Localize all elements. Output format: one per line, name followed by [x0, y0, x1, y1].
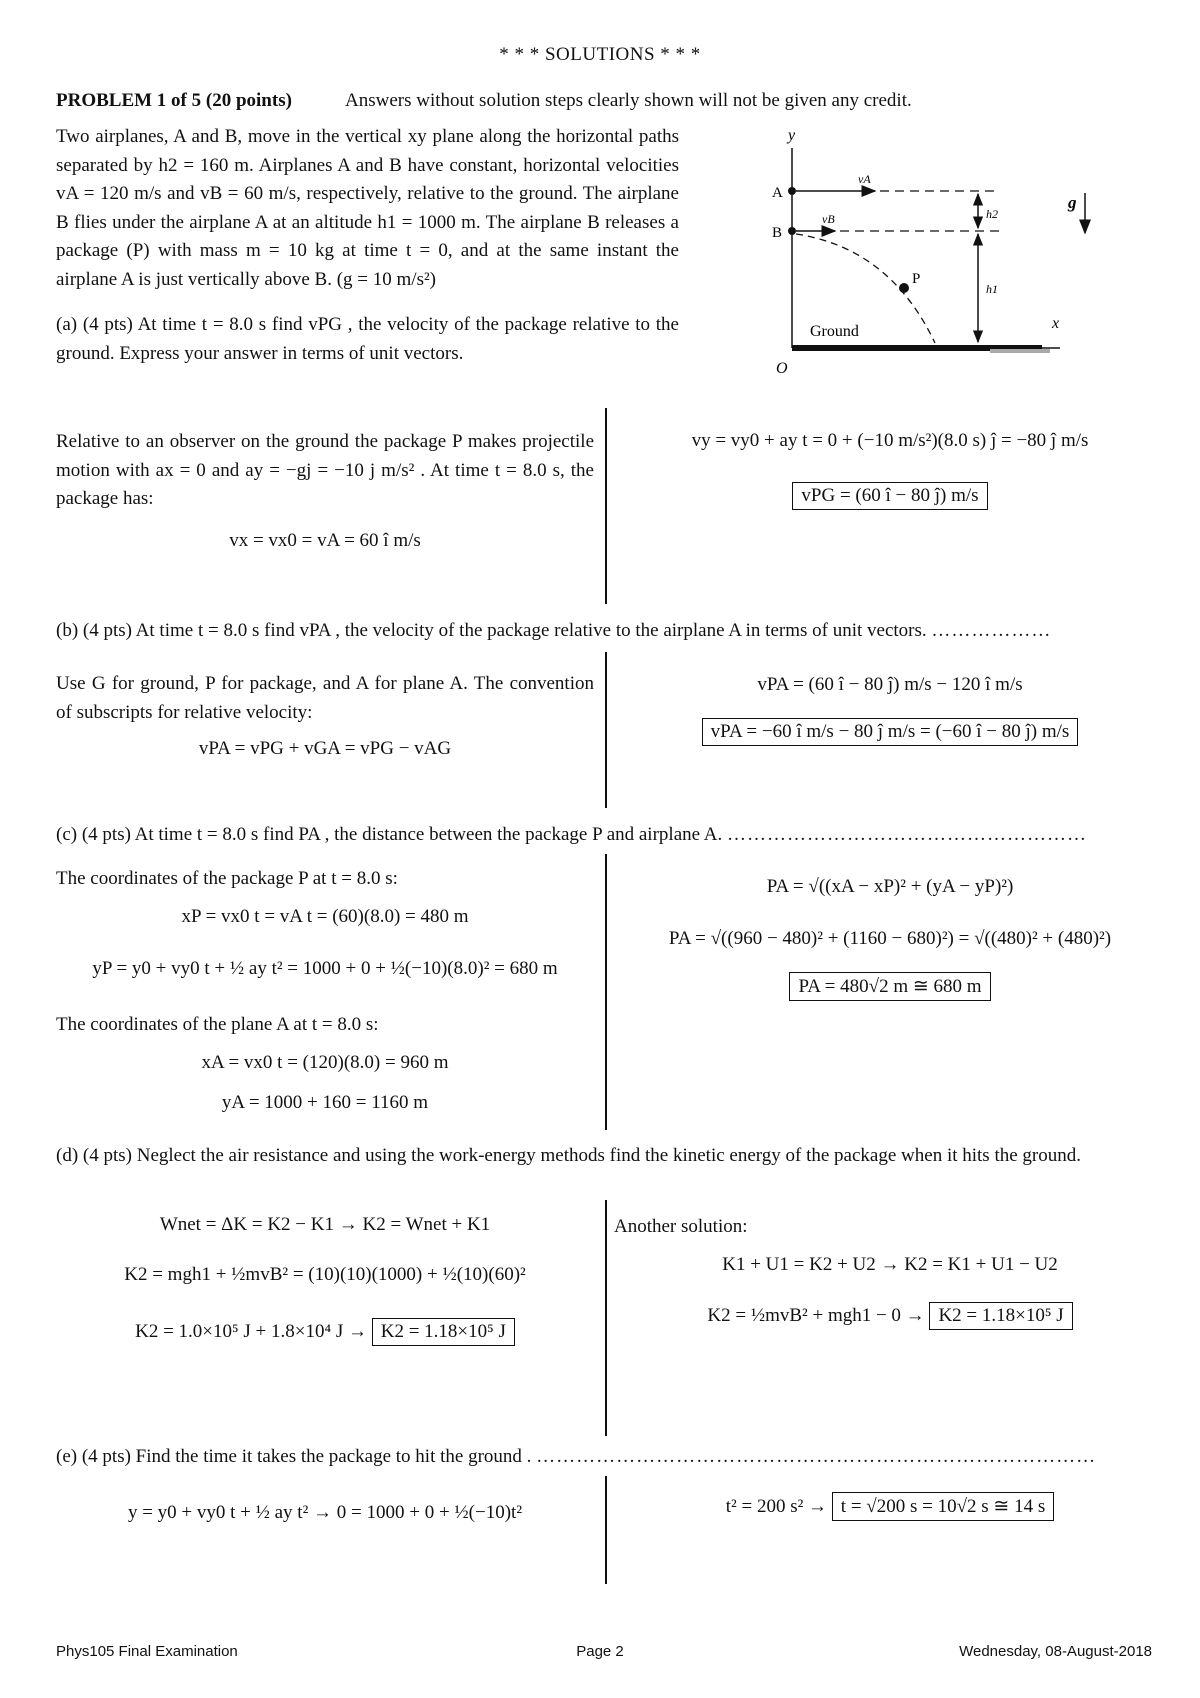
- part-c-eq3: xA = vx0 t = (120)(8.0) = 960 m: [201, 1052, 449, 1073]
- problem-note: Answers without solution steps clearly shown will not be given any credit.: [345, 90, 912, 111]
- divider-e: [605, 1476, 607, 1584]
- part-d-answer1: K2 = 1.18×10⁵ J: [372, 1318, 515, 1346]
- part-a-text: Relative to an observer on the ground the package P makes projectile motion with ax = 0 and ay = −gj = −10 j m/s² . At time t = 8.0 s, the package has:: [56, 431, 594, 509]
- part-c-eq1: xP = vx0 t = vA t = (60)(8.0) = 480 m: [181, 906, 469, 927]
- divider-d: [605, 1200, 607, 1436]
- part-d-eq4: K1 + U1 = K2 + U2 → K2 = K1 + U1 − U2: [722, 1254, 1058, 1275]
- label-h2: h2: [986, 207, 998, 221]
- part-d-answer2: K2 = 1.18×10⁵ J: [929, 1302, 1072, 1330]
- problem-title: PROBLEM 1 of 5 (20 points): [56, 90, 292, 111]
- part-c-eq4: yA = 1000 + 160 = 1160 m: [221, 1092, 429, 1113]
- divider-c: [605, 854, 607, 1130]
- part-b-eq2: vPA = (60 î − 80 ĵ) m/s − 120 î m/s: [757, 674, 1023, 695]
- part-a-answer: vPG = (60 î − 80 ĵ) m/s: [792, 482, 987, 510]
- part-c-eq2: yP = y0 + vy0 t + ½ ay t² = 1000 + 0 + ½(−10)(8.0)² = 680 m: [92, 958, 558, 979]
- part-d-eq5-row: K2 = ½mvB² + mgh1 − 0 → K2 = 1.18×10⁵ J: [630, 1302, 1150, 1330]
- label-a: A: [772, 185, 783, 201]
- label-va: vA: [858, 172, 871, 186]
- footer-left: Phys105 Final Examination: [56, 1643, 238, 1660]
- origin-label: O: [776, 360, 788, 377]
- label-vb: vB: [822, 212, 835, 226]
- part-e-answer: t = √200 s = 10√2 s ≅ 14 s: [832, 1492, 1054, 1521]
- page-header: * * * SOLUTIONS * * *: [499, 44, 701, 65]
- label-g: g: [1068, 193, 1077, 212]
- airplane-diagram: [740, 128, 1110, 378]
- airplane-a-dot: [788, 187, 796, 195]
- part-c-eq5: PA = √((xA − xP)² + (yA − yP)²): [766, 876, 1014, 897]
- package-dot: [899, 283, 909, 293]
- label-p: P: [912, 271, 921, 287]
- part-d-eq2: K2 = mgh1 + ½mvB² = (10)(10)(1000) + ½(10)(60)²: [124, 1264, 526, 1285]
- part-b-text: Use G for ground, P for package, and A for plane A. The convention of subscripts for relative velocity:: [56, 673, 594, 723]
- part-b-answer: vPA = −60 î m/s − 80 ĵ m/s = (−60 î − 80 ĵ) m/s: [702, 718, 1079, 746]
- airplane-b-dot: [788, 227, 796, 235]
- problem-statement: Two airplanes, A and B, move in the vertical xy plane along the horizontal paths separated by h2 = 160 m. Airplanes A and B have constant, horizontal velocities vA = 120 m/s and vB = 60 m/s, respectively, relative to the ground. The airplane B flies under the airplane A at an altitude h1 = 1000 m. The airplane B releases a package (P) with mass m = 10 kg at time t = 0, and at the same instant the airplane A is just vertically above B. (g = 10 m/s²): [56, 126, 679, 290]
- part-d-eq1: Wnet = ΔK = K2 − K1 → K2 = Wnet + K1: [159, 1214, 491, 1235]
- part-c-text1: The coordinates of the package P at t = 8.0 s:: [56, 868, 398, 889]
- part-c-eq6: PA = √((960 − 480)² + (1160 − 680)²) = √((480)² + (480)²): [668, 928, 1112, 949]
- ground-label: Ground: [810, 323, 859, 340]
- part-b-eq1: vPA = vPG + vGA = vPG − vAG: [198, 738, 452, 759]
- y-label: y: [788, 128, 796, 144]
- part-e-eq2-row: t² = 200 s² → t = √200 s = 10√2 s ≅ 14 s: [630, 1492, 1150, 1521]
- part-d-eq3-row: K2 = 1.0×10⁵ J + 1.8×10⁴ J → K2 = 1.18×10⁵ J: [56, 1318, 594, 1346]
- part-c-answer: PA = 480√2 m ≅ 680 m: [789, 972, 990, 1001]
- x-label: x: [1052, 315, 1060, 332]
- label-b: B: [772, 225, 783, 241]
- footer-center: Page 2: [576, 1643, 624, 1660]
- part-a-eq2: vy = vy0 + ay t = 0 + (−10 m/s²)(8.0 s) ĵ = −80 ĵ m/s: [691, 430, 1089, 451]
- question-a: (a) (4 pts) At time t = 8.0 s find vPG , the velocity of the package relative to the ground. Express your answer in terms of unit vectors.: [56, 314, 679, 364]
- question-b: (b) (4 pts) At time t = 8.0 s find vPA , the velocity of the package relative to the airplane A in terms of unit vectors. ………………: [56, 620, 1052, 641]
- question-c: (c) (4 pts) At time t = 8.0 s find PA , the distance between the package P and airplane A. ………………………………………………: [56, 824, 1087, 845]
- part-a-eq1: vx = vx0 = vA = 60 î m/s: [229, 530, 421, 551]
- question-d: (d) (4 pts) Neglect the air resistance and using the work-energy methods find the kinetic energy of the package when it hits the ground.: [56, 1145, 1081, 1166]
- part-e-eq1: y = y0 + vy0 t + ½ ay t² → 0 = 1000 + 0 + ½(−10)t²: [127, 1502, 523, 1523]
- divider-b: [605, 652, 607, 808]
- part-d-alt-label: Another solution:: [614, 1216, 748, 1237]
- label-h1: h1: [986, 282, 998, 296]
- divider-a: [605, 408, 607, 604]
- part-c-text2: The coordinates of the plane A at t = 8.0 s:: [56, 1014, 379, 1035]
- footer-right: Wednesday, 08-August-2018: [959, 1643, 1152, 1660]
- question-e: (e) (4 pts) Find the time it takes the package to hit the ground . …………………………………………………………………………: [56, 1446, 1097, 1467]
